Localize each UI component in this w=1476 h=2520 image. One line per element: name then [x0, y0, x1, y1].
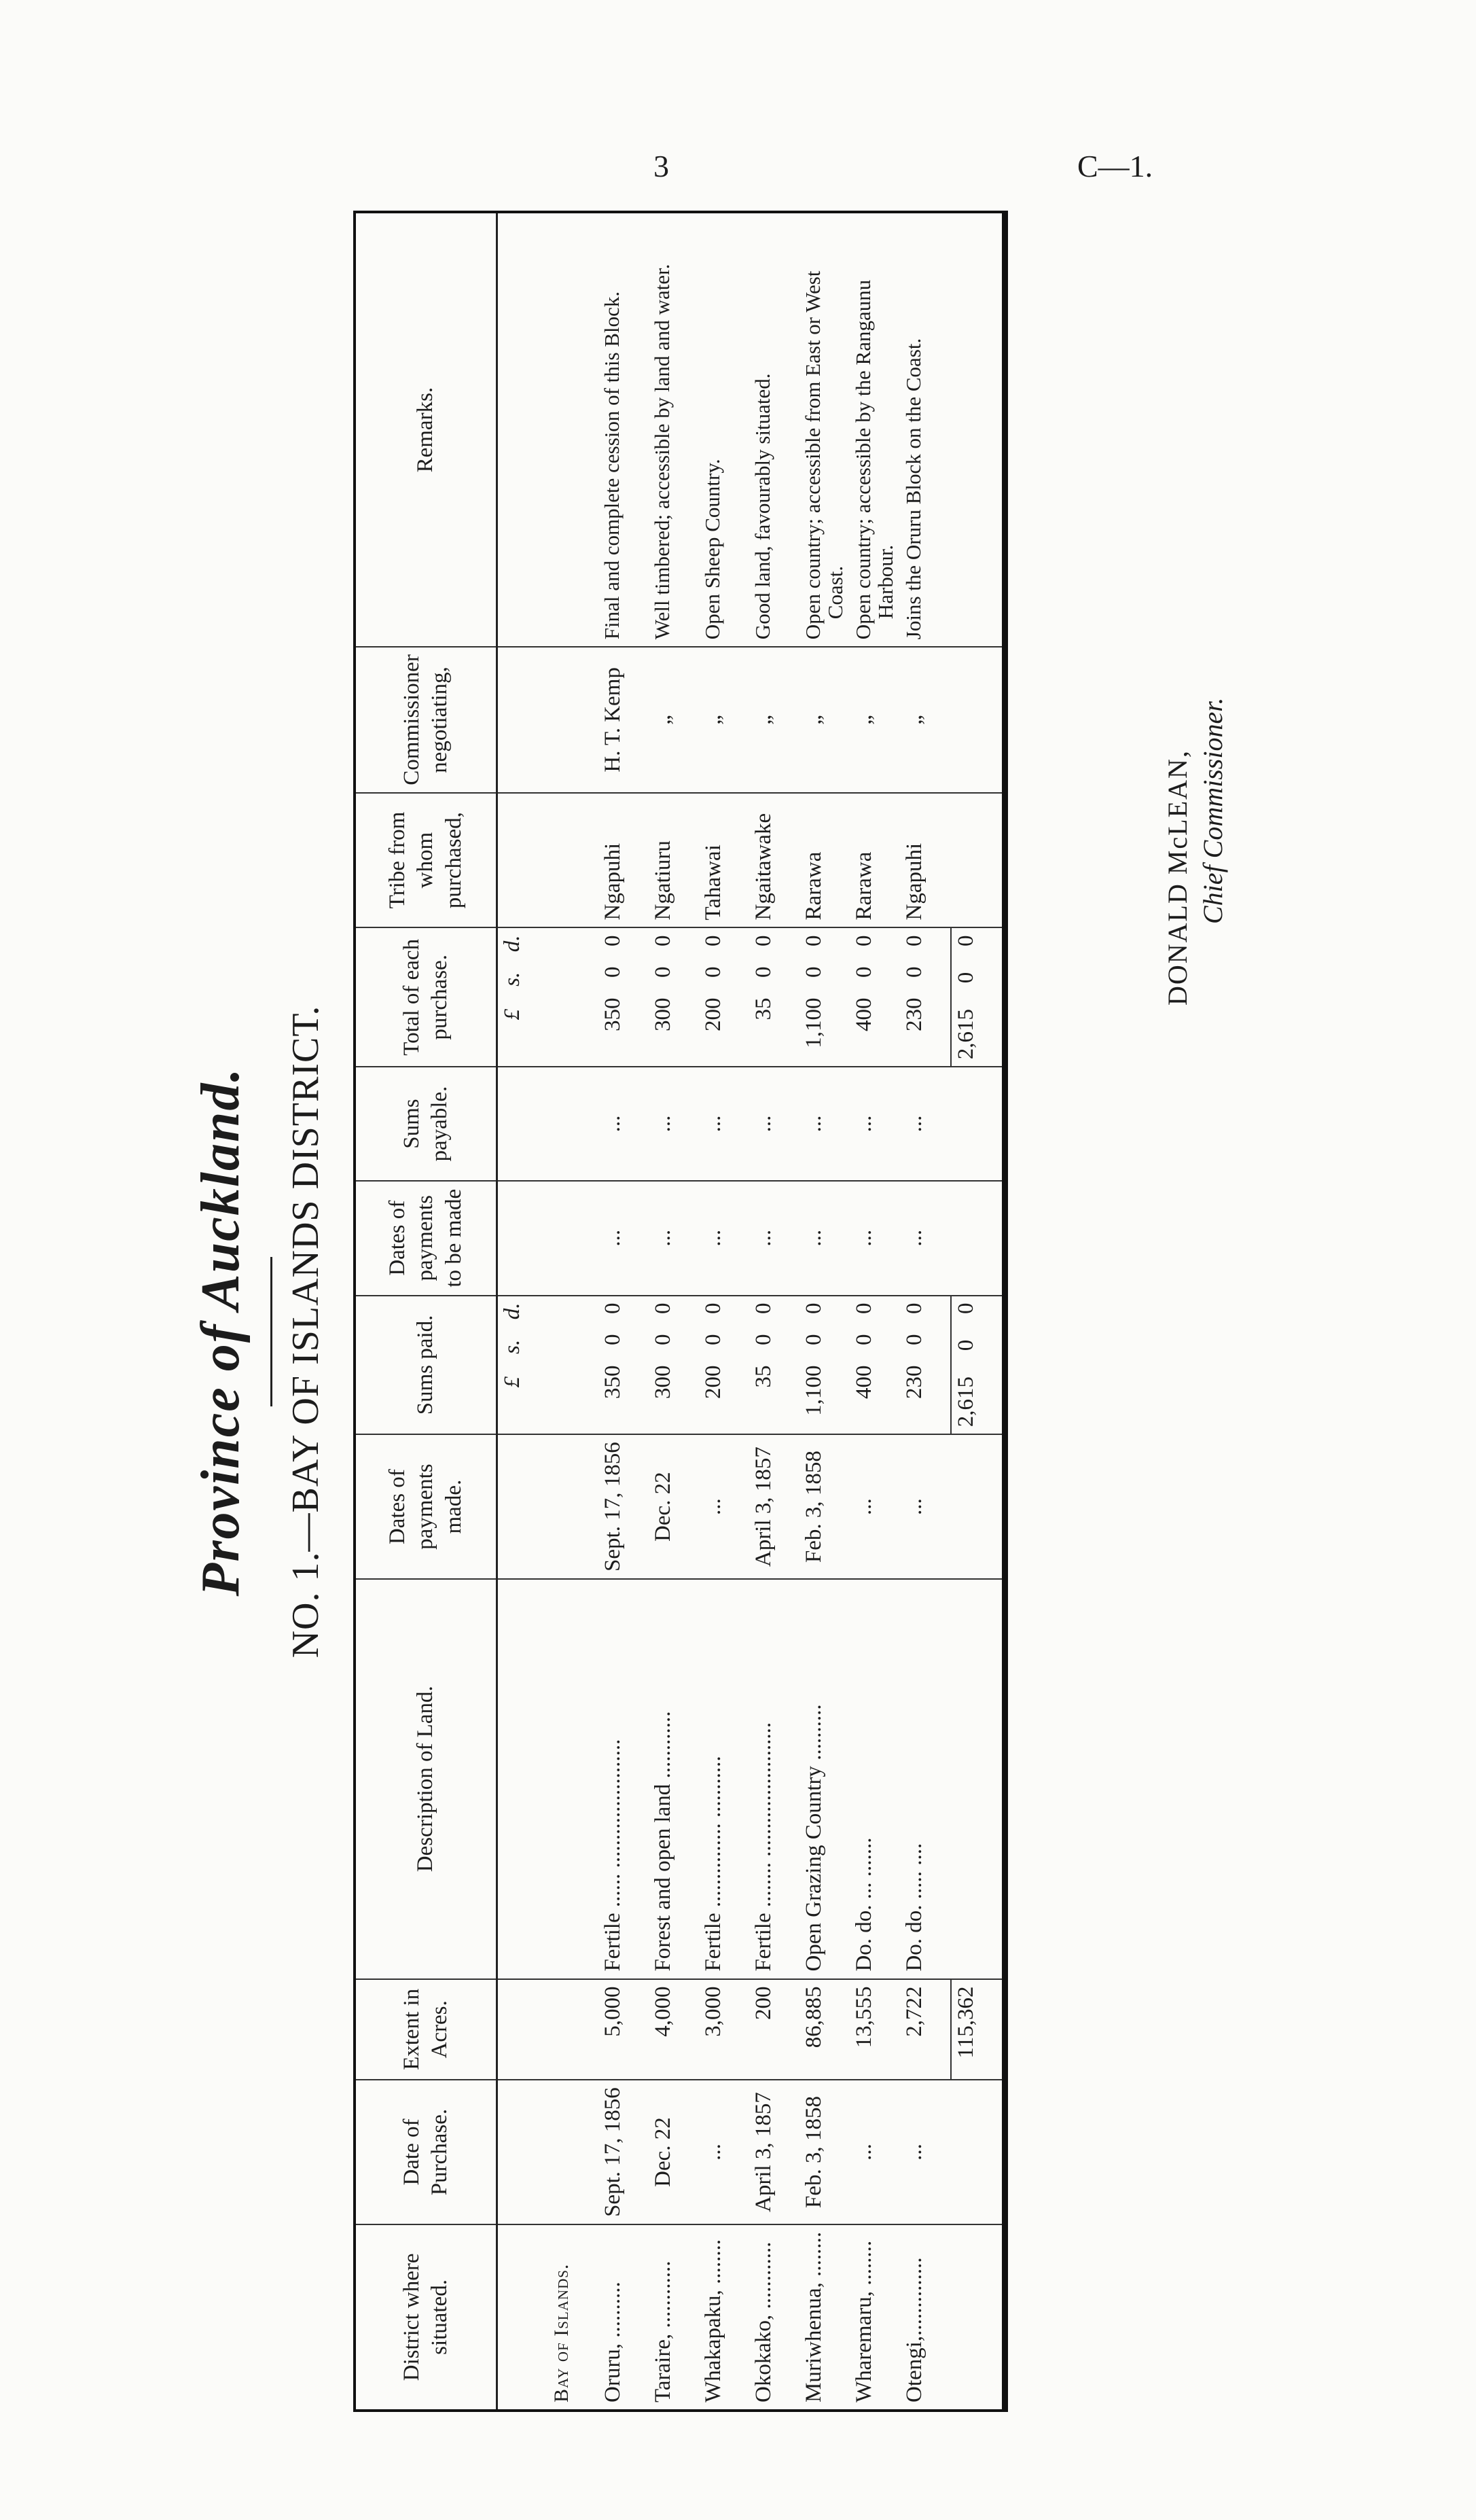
row-extent: 3,000	[699, 1979, 749, 2080]
row-description: Fertile ............... ...........	[699, 1579, 749, 1979]
row-description: Open Grazing Country ..........	[799, 1579, 850, 1979]
row-dates-paid: Feb. 3, 1858	[799, 1434, 850, 1579]
row-commissioner: „	[900, 647, 951, 793]
row-extent: 4,000	[649, 1979, 699, 2080]
row-total-pounds: 35	[751, 997, 776, 1021]
row-sums-paid-pence: 0	[902, 1302, 926, 1315]
header-extent: Extent in Acres.	[355, 1979, 497, 2080]
row-district: Whakapaku, ........	[699, 2224, 749, 2411]
row-sums-paid	[850, 1296, 900, 1435]
total-extent: 115,362	[951, 1979, 1005, 2080]
row-to-be-made: ...	[799, 1181, 850, 1296]
row-payable: ...	[598, 1067, 649, 1181]
table-row	[699, 212, 749, 2411]
row-sums-paid-shillings: 0	[902, 1334, 926, 1346]
row-total-shillings: 0	[600, 966, 625, 978]
row-to-be-made: ...	[900, 1181, 951, 1296]
remark-text: Good land, favourably situated.	[751, 373, 774, 640]
row-total-pence: 0	[852, 935, 876, 946]
rotated-content	[170, 197, 1250, 2466]
row-sums-paid	[900, 1296, 951, 1435]
header-description: Description of Land.	[355, 1579, 497, 1979]
header-date-purchase: Date of Purchase.	[355, 2080, 497, 2224]
row-payable: ...	[900, 1067, 951, 1181]
row-total-pence: 0	[600, 935, 625, 946]
row-date-purchase: ...	[850, 2080, 900, 2224]
row-sums-paid-pounds: 400	[852, 1365, 876, 1400]
row-remarks	[749, 212, 799, 647]
section-row	[548, 212, 598, 2411]
row-district: Muriwhenua, ........	[799, 2224, 850, 2411]
row-payable: ...	[850, 1067, 900, 1181]
total-purchase-shillings: 0	[954, 972, 978, 984]
header-tribe: Tribe from whom purchased,	[355, 793, 497, 928]
remark-text: Well timbered; accessible by land and water.	[650, 264, 674, 640]
pence-symbol: d.	[500, 1302, 524, 1320]
row-total-pence: 0	[751, 935, 776, 946]
row-to-be-made: ...	[649, 1181, 699, 1296]
row-date-purchase: April 3, 1857	[749, 2080, 799, 2224]
row-tribe: Ngapuhi	[900, 793, 951, 928]
row-total	[699, 927, 749, 1067]
row-total-pence: 0	[902, 935, 926, 946]
total-paid-pence: 0	[954, 1302, 978, 1315]
header-sums-payable: Sums payable.	[355, 1067, 497, 1181]
row-sums-paid	[699, 1296, 749, 1435]
shillings-symbol: s.	[500, 972, 524, 987]
shillings-symbol: s.	[500, 1339, 524, 1354]
signature-title: Chief Commissioner.	[1198, 697, 1228, 924]
total-sums-paid	[951, 1296, 1005, 1435]
total-paid-shillings: 0	[954, 1339, 978, 1351]
row-total-pounds: 300	[651, 997, 675, 1031]
table-row	[598, 212, 649, 2411]
row-sums-paid-shillings: 0	[852, 1334, 876, 1346]
row-extent: 86,885	[799, 1979, 850, 2080]
row-total-pounds: 400	[852, 997, 876, 1031]
province-title: Province of Auckland.	[191, 1067, 251, 1597]
row-sums-paid-pounds: 35	[751, 1365, 776, 1388]
row-sums-paid-pence: 0	[802, 1302, 826, 1315]
row-description: Forest and open land ............	[649, 1579, 699, 1979]
row-remarks	[649, 212, 699, 647]
row-date-purchase: Feb. 3, 1858	[799, 2080, 850, 2224]
row-total-shillings: 0	[751, 966, 776, 978]
row-date-purchase: Sept. 17, 1856	[598, 2080, 649, 2224]
row-remarks	[598, 212, 649, 647]
row-sums-paid-pounds: 300	[651, 1365, 675, 1400]
row-payable: ...	[699, 1067, 749, 1181]
row-extent: 5,000	[598, 1979, 649, 2080]
row-extent: 200	[749, 1979, 799, 2080]
row-commissioner: „	[699, 647, 749, 793]
section-label: Bay of Islands.	[548, 2224, 598, 2411]
row-sums-paid	[649, 1296, 699, 1435]
row-remarks	[900, 212, 951, 647]
row-commissioner: „	[799, 647, 850, 793]
row-tribe: Ngatiuru	[649, 793, 699, 928]
row-total-pence: 0	[701, 935, 725, 946]
remark-text: Joins the Oruru Block on the Coast.	[901, 338, 925, 640]
header-remarks: Remarks.	[355, 212, 497, 647]
row-payable: ...	[799, 1067, 850, 1181]
row-sums-paid	[799, 1296, 850, 1435]
row-tribe: Rarawa	[850, 793, 900, 928]
row-dates-paid: ...	[699, 1434, 749, 1579]
pounds-symbol: £	[500, 1377, 524, 1388]
pounds-symbol: £	[500, 1008, 524, 1021]
row-total	[900, 927, 951, 1067]
row-total-shillings: 0	[651, 966, 675, 978]
row-dates-paid: ...	[850, 1434, 900, 1579]
row-total-pounds: 200	[701, 997, 725, 1031]
row-sums-paid-shillings: 0	[802, 1334, 826, 1346]
row-sums-paid-pounds: 200	[701, 1365, 725, 1400]
row-district: Otengi,..............	[900, 2224, 951, 2411]
remark-text: Open Sheep Country.	[700, 459, 724, 640]
document-reference: C—1.	[1077, 149, 1153, 183]
row-commissioner: H. T. Kemp	[598, 647, 649, 793]
row-dates-paid: Sept. 17, 1856	[598, 1434, 649, 1579]
currency-row	[497, 212, 549, 2411]
row-commissioner: „	[850, 647, 900, 793]
row-remarks	[799, 212, 850, 647]
row-extent: 13,555	[850, 1979, 900, 2080]
row-district: Okokako, ............	[749, 2224, 799, 2411]
header-dates-paid: Dates of payments made.	[355, 1434, 497, 1579]
district-heading: NO. 1.—BAY OF ISLANDS DISTRICT.	[285, 1005, 327, 1658]
table-row	[649, 212, 699, 2411]
row-description: Do. do. ..... ....	[900, 1579, 951, 1979]
row-date-purchase: ...	[900, 2080, 951, 2224]
row-total	[799, 927, 850, 1067]
row-description: Fertile ...... .......................	[598, 1579, 649, 1979]
row-date-purchase: Dec. 22	[649, 2080, 699, 2224]
row-total-shillings: 0	[852, 966, 876, 978]
row-dates-paid: ...	[900, 1434, 951, 1579]
table-row	[799, 212, 850, 2411]
page-number: 3	[653, 149, 669, 183]
row-sums-paid-shillings: 0	[701, 1334, 725, 1346]
header-dates-to-be-made: Dates of payments to be made	[355, 1181, 497, 1296]
row-tribe: Tahawai	[699, 793, 749, 928]
row-date-purchase: ...	[699, 2080, 749, 2224]
row-sums-paid-pounds: 350	[600, 1365, 625, 1400]
row-total-pounds: 230	[902, 997, 926, 1031]
row-sums-paid-pence: 0	[701, 1302, 725, 1315]
header-total: Total of each purchase.	[355, 927, 497, 1067]
row-total	[749, 927, 799, 1067]
pence-symbol: d.	[500, 935, 524, 953]
row-total-shillings: 0	[802, 966, 826, 978]
row-tribe: Ngapuhi	[598, 793, 649, 928]
row-sums-paid-pence: 0	[651, 1302, 675, 1315]
row-district: Oruru, ..........	[598, 2224, 649, 2411]
row-total-shillings: 0	[701, 966, 725, 978]
totals-row	[951, 212, 1005, 2411]
row-dates-paid: April 3, 1857	[749, 1434, 799, 1579]
total-paid-pounds: 2,615	[954, 1377, 978, 1427]
row-sums-paid-pounds: 1,100	[802, 1365, 826, 1416]
row-to-be-made: ...	[850, 1181, 900, 1296]
row-sums-paid-shillings: 0	[751, 1334, 776, 1346]
row-payable: ...	[649, 1067, 699, 1181]
row-sums-paid	[598, 1296, 649, 1435]
row-total-pence: 0	[651, 935, 675, 946]
row-sums-paid-pounds: 230	[902, 1365, 926, 1400]
remark-text: Open country; accessible from East or West Coast.	[801, 270, 847, 640]
signature-name: DONALD McLEAN,	[1162, 749, 1193, 1006]
row-to-be-made: ...	[699, 1181, 749, 1296]
row-commissioner: „	[649, 647, 699, 793]
table-row	[749, 212, 799, 2411]
row-total-pounds: 1,100	[802, 997, 826, 1048]
row-total-shillings: 0	[902, 966, 926, 978]
table-row	[850, 212, 900, 2411]
row-total	[850, 927, 900, 1067]
header-sums-paid: Sums paid.	[355, 1296, 497, 1435]
row-tribe: Ngaitawake	[749, 793, 799, 928]
total-purchase	[951, 927, 1005, 1067]
total-purchase-pence: 0	[954, 935, 978, 946]
row-to-be-made: ...	[598, 1181, 649, 1296]
row-sums-paid-shillings: 0	[600, 1334, 625, 1346]
row-remarks	[699, 212, 749, 647]
land-purchase-table	[353, 211, 1008, 2412]
header-row	[355, 212, 497, 2411]
currency-units-total	[497, 927, 549, 1067]
header-district: District where situated.	[355, 2224, 497, 2411]
row-to-be-made: ...	[749, 1181, 799, 1296]
row-district: Taraire, ............	[649, 2224, 699, 2411]
row-remarks	[850, 212, 900, 647]
total-purchase-pounds: 2,615	[954, 1008, 978, 1060]
row-dates-paid: Dec. 22	[649, 1434, 699, 1579]
remark-text: Open country; accessible by the Rangaunu Harbour.	[851, 279, 897, 640]
header-commissioner: Commissioner negotiating,	[355, 647, 497, 793]
row-sums-paid-pence: 0	[852, 1302, 876, 1315]
row-description: Fertile ........ ........................	[749, 1579, 799, 1979]
currency-units-paid	[497, 1296, 549, 1435]
table-row	[900, 212, 951, 2411]
remark-text: Final and complete cession of this Block.	[600, 291, 624, 640]
row-total-pounds: 350	[600, 997, 625, 1031]
row-sums-paid-shillings: 0	[651, 1334, 675, 1346]
row-total-pence: 0	[802, 935, 826, 946]
row-payable: ...	[749, 1067, 799, 1181]
row-description: Do. do. ... .......	[850, 1579, 900, 1979]
row-total	[649, 927, 699, 1067]
row-sums-paid-pence: 0	[751, 1302, 776, 1315]
row-extent: 2,722	[900, 1979, 951, 2080]
row-sums-paid	[749, 1296, 799, 1435]
title-rule	[270, 1257, 272, 1406]
row-tribe: Rarawa	[799, 793, 850, 928]
row-commissioner: „	[749, 647, 799, 793]
row-sums-paid-pence: 0	[600, 1302, 625, 1315]
row-district: Wharemaru, ........	[850, 2224, 900, 2411]
row-total	[598, 927, 649, 1067]
